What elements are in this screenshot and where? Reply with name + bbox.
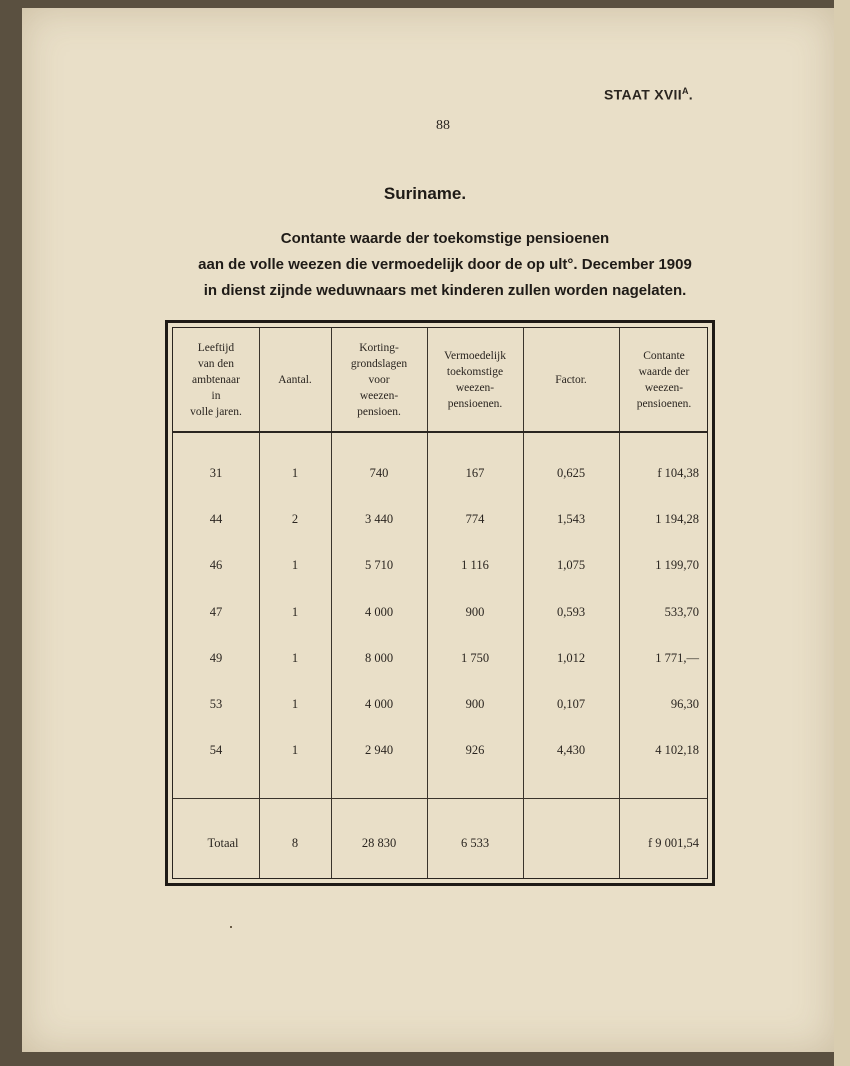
cell-factor: 0,593 [556,605,586,619]
total-label: Totaal [207,836,239,850]
cell-factor: 1,012 [556,651,586,665]
cell-vermoedelijk: 900 [465,697,485,711]
cell-leeftijd: 54 [209,743,223,757]
cell-leeftijd: 44 [209,512,223,526]
cell-contante: 96,30 [670,697,699,711]
cell-aantal: 1 [291,697,299,711]
cell-korting: 4 000 [364,697,394,711]
adjacent-page-edge [834,0,850,1066]
table-subtitle [0,226,850,304]
subtitle-line-3: in dienst zijnde weduwnaars met kinderen zullen worden nagelaten. [203,282,687,299]
cell-leeftijd: 46 [209,558,223,572]
total-vermoedelijk: 6 533 [460,836,490,850]
column-header-aantal: Aantal. [278,373,312,386]
country-heading: Suriname. [383,184,467,203]
cell-korting: 3 440 [364,512,394,526]
cell-leeftijd: 53 [209,697,223,711]
cell-factor: 0,625 [556,466,586,480]
cell-factor: 4,430 [556,743,586,757]
column-header-leeftijd: Leeftijd van den ambtenaar in volle jaren. [190,341,242,418]
cell-contante: f 104,38 [657,466,699,480]
column-header-contante: Contante waarde der weezen- pensioenen. [636,349,692,410]
cell-leeftijd: 49 [209,651,223,665]
cell-contante: 1 194,28 [655,512,699,526]
pension-table-inner [172,327,708,879]
cell-factor: 1,543 [556,512,586,526]
subtitle-line-2: aan de volle weezen die vermoedelijk door de op ult°. December 1909 [198,256,692,273]
header-rule [173,431,707,433]
cell-korting: 4 000 [364,605,394,619]
cell-contante: 533,70 [664,605,699,619]
total-factor [523,834,619,852]
staat-label: STAAT $XVII^A$. [604,86,693,103]
cell-aantal: 1 [291,605,299,619]
column-header-korting: Korting- grondslagen voor weezen- pensioen. [350,341,408,418]
cell-aantal: 1 [291,466,299,480]
pension-table [165,320,715,886]
cell-contante: 1 771,— [655,651,699,665]
cell-korting: 5 710 [364,558,394,572]
total-aantal: 8 [291,836,299,850]
cell-korting: 8 000 [364,651,394,665]
cell-korting: 2 940 [364,743,394,757]
cell-contante: 4 102,18 [655,743,699,757]
cell-vermoedelijk: 1 750 [460,651,490,665]
cell-vermoedelijk: 926 [465,743,485,757]
total-rule [173,798,707,799]
cell-factor: 0,107 [556,697,586,711]
cell-vermoedelijk: 167 [465,466,485,480]
total-korting: 28 830 [361,836,397,850]
cell-leeftijd: 47 [209,605,223,619]
column-header-factor: Factor. [555,373,587,386]
cell-vermoedelijk: 1 116 [461,558,489,572]
subtitle-line-1: Contante waarde der toekomstige pensioenen [280,230,610,247]
cell-aantal: 2 [291,512,299,526]
total-contante: f 9 001,54 [647,836,699,850]
cell-contante: 1 199,70 [655,558,699,572]
cell-aantal: 1 [291,558,299,572]
page-number: 88 [436,118,450,133]
cell-aantal: 1 [291,743,299,757]
cell-vermoedelijk: 900 [465,605,485,619]
cell-factor: 1,075 [556,558,586,572]
cell-leeftijd: 31 [209,466,223,480]
paper-speck [230,926,232,928]
cell-vermoedelijk: 774 [465,512,485,526]
cell-aantal: 1 [291,651,299,665]
column-header-vermoedelijk: Vermoedelijk toekomstige weezen- pensioenen. [444,349,506,410]
cell-korting: 740 [369,466,389,480]
